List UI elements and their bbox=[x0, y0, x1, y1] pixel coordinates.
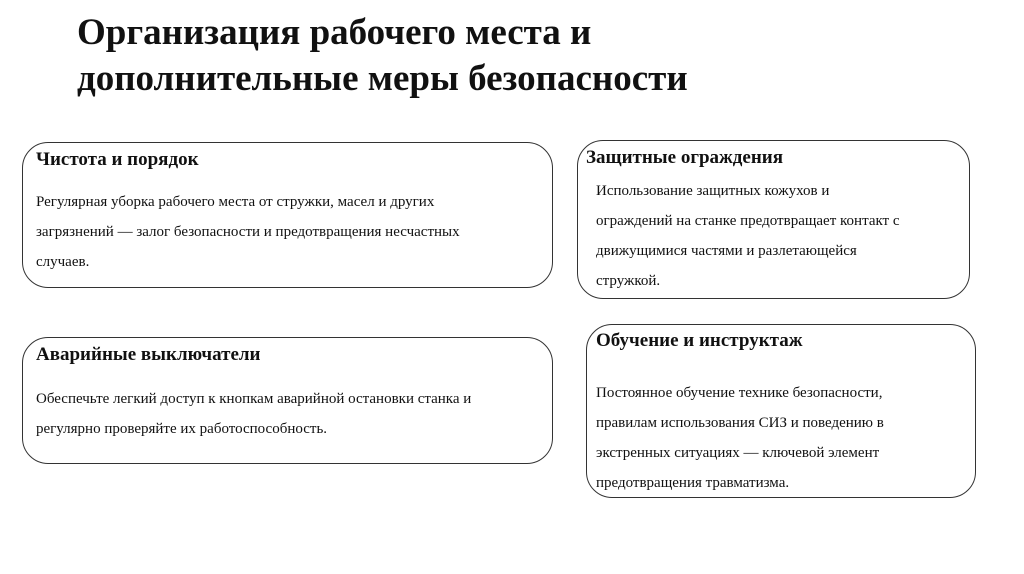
card-body-line: случаев. bbox=[36, 254, 90, 270]
card-body-line: ограждений на станке предотвращает контакт с bbox=[596, 213, 900, 229]
slide-title-line: Организация рабочего места и bbox=[77, 12, 592, 53]
card-body bbox=[36, 187, 460, 277]
card-body-line: загрязнений — залог безопасности и предотвращения несчастных bbox=[36, 224, 460, 240]
card-body-line: Использование защитных кожухов и bbox=[596, 183, 830, 199]
card-body-line: регулярно проверяйте их работоспособность. bbox=[36, 421, 328, 437]
slide-title bbox=[77, 10, 688, 102]
card-body-line: экстренных ситуациях — ключевой элемент bbox=[596, 445, 880, 461]
card-body-line: движущимися частями и разлетающейся bbox=[596, 243, 857, 259]
card-body-line: стружкой. bbox=[596, 273, 661, 289]
card-emergency-switches bbox=[22, 337, 553, 464]
card-body-line: Регулярная уборка рабочего места от стружки, масел и других bbox=[36, 194, 435, 210]
card-body bbox=[36, 384, 471, 444]
slide-title-line: дополнительные меры безопасности bbox=[77, 58, 688, 99]
card-body-line: Обеспечьте легкий доступ к кнопкам аварийной остановки станка и bbox=[36, 391, 472, 407]
card-heading: Чистота и порядок bbox=[36, 149, 199, 170]
card-heading: Обучение и инструктаж bbox=[596, 330, 803, 351]
card-training bbox=[586, 324, 976, 498]
card-body-line: правилам использования СИЗ и поведению в bbox=[596, 415, 884, 431]
card-protective-guards bbox=[577, 140, 970, 299]
card-cleanliness bbox=[22, 142, 553, 288]
card-heading: Аварийные выключатели bbox=[36, 344, 261, 365]
card-body-line: Постоянное обучение технике безопасности, bbox=[596, 385, 883, 401]
card-body-line: предотвращения травматизма. bbox=[596, 475, 790, 491]
card-body bbox=[596, 378, 884, 498]
card-body bbox=[596, 176, 900, 296]
card-heading: Защитные ограждения bbox=[586, 147, 784, 168]
